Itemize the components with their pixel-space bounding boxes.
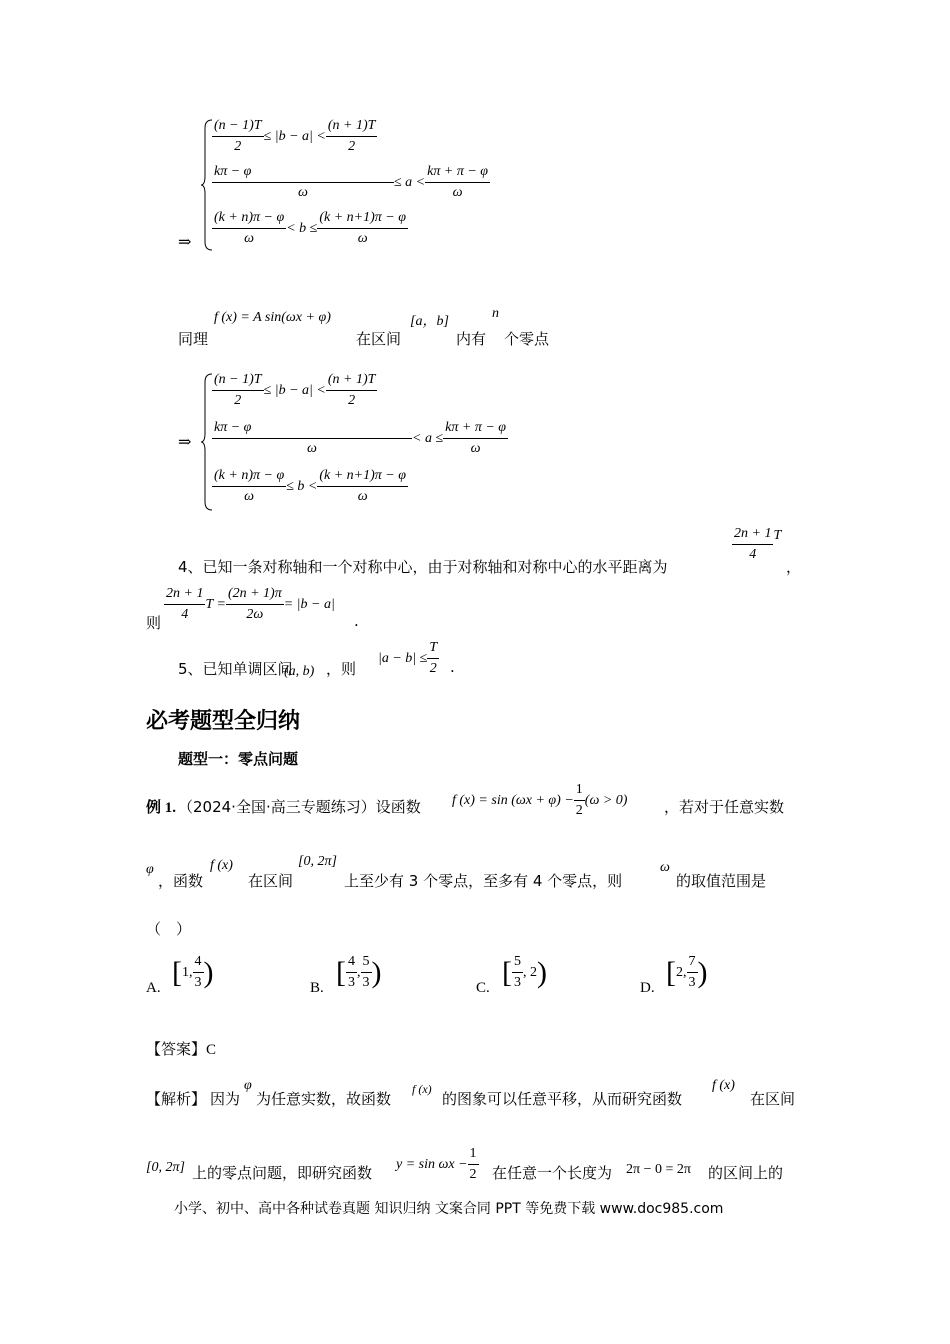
option-b: B. [ $\frac{4}{3}$ , $\frac{5}{3}$ ) xyxy=(310,954,382,996)
inequality-system-2 xyxy=(178,370,558,514)
item-5: 5、已知单调区间 (a, b) ，则 |a − b| ≤ $\frac{T}{2}$ . xyxy=(178,640,455,679)
system1-row3: $\frac{(k + n)\pi - \varphi}{\omega}$ < b ≤ $\frac{(k + n+1)\pi - \varphi}{\omega}$ xyxy=(214,210,406,246)
answer-paren: （ ） xyxy=(146,920,192,938)
analysis-line-1: 【解析】 因为 φ 为任意实数，故函数 f (x) 的图象可以任意平移，从而研究函数 f (x) 在区间 xyxy=(146,1078,796,1108)
example-line-1: 例 1. （2024·全国·高三专题练习）设函数 f (x) = sin (ωx + φ) − $\frac{1}{2}$ (ω > 0) ，若对于任意实数 xyxy=(146,782,785,818)
analysis-line-2: [0, 2π] 上的零点问题，即研究函数 y = sin ωx − $\frac{1}{2}$ 在任意一个长度为 2π − 0 = 2π 的区间上的 xyxy=(146,1146,784,1182)
inequality-system-1 xyxy=(178,116,538,256)
example-line-2: φ ，函数 f (x) 在区间 [0, 2π] 上至少有 3 个零点，至多有 4 个零点，则 ω 的取值范围是 xyxy=(146,854,767,890)
distance-formula: $\frac{2n + 1}{4}$ T = $\frac{(2n + 1)\pi}{2\omega}$ = |b − a| xyxy=(166,586,335,622)
option-d: D. [ 2, $\frac{7}{3}$ ) xyxy=(640,954,708,996)
function-expression: f (x) = A sin(ωx + φ) xyxy=(214,310,331,325)
same-line: 同理 f (x) = A sin(ωx + φ) 在区间 [a，b] 内有 n 个零点 xyxy=(178,306,550,348)
section-heading: 必考题型全归纳 xyxy=(146,709,301,734)
implies-arrow: ⇒ xyxy=(178,234,192,251)
example-function: f (x) = sin (ωx + φ) − $\frac{1}{2}$ (ω > 0) xyxy=(452,782,628,818)
system1-row2: $\frac{k\pi - \varphi}{\omega}$ ≤ a < $\frac{k\pi + \pi - \varphi}{\omega}$ xyxy=(214,164,489,200)
type-heading: 题型一：零点问题 xyxy=(178,750,299,768)
footer-banner: 小学、初中、高中各种试卷真题 知识归纳 文案合同 PPT 等免费下载 www.doc985.com xyxy=(174,1201,724,1217)
option-c: C. [ $\frac{5}{3}$ , 2 ) xyxy=(476,954,547,996)
example-label: 例 1. xyxy=(146,800,177,816)
answer-line: 【答案】C xyxy=(146,1040,217,1058)
item-4: 4、已知一条对称轴和一个对称中心，由于对称轴和对称中心的水平距离为 $\frac{2n + 1}{4}$ T ， 则 $\frac{2n + 1}{4}$ T = $\frac{(2n + 1)\pi}{2\omega}$ = |b − a| . xyxy=(146,526,802,632)
system2-row1: $\frac{(n - 1)T}{2}$ ≤ |b − a| < $\frac{(n + 1)T}{2}$ xyxy=(214,372,376,408)
system2-row2: $\frac{k\pi - \varphi}{\omega}$ < a ≤ $\frac{k\pi + \pi - \varphi}{\omega}$ xyxy=(214,420,507,456)
system2-row3: $\frac{(k + n)\pi - \varphi}{\omega}$ ≤ b < $\frac{(k + n+1)\pi - \varphi}{\omega}$ xyxy=(214,468,406,504)
implies-arrow: ⇒ xyxy=(178,434,192,451)
interval-expression: [a，b] xyxy=(410,314,449,329)
option-a: A. [ 1, $\frac{4}{3}$ ) xyxy=(146,954,214,996)
answer-value: C xyxy=(206,1042,217,1058)
system1-row1: $\frac{(n - 1)T}{2}$ ≤ |b − a| < $\frac{(n + 1)T}{2}$ xyxy=(214,118,376,154)
